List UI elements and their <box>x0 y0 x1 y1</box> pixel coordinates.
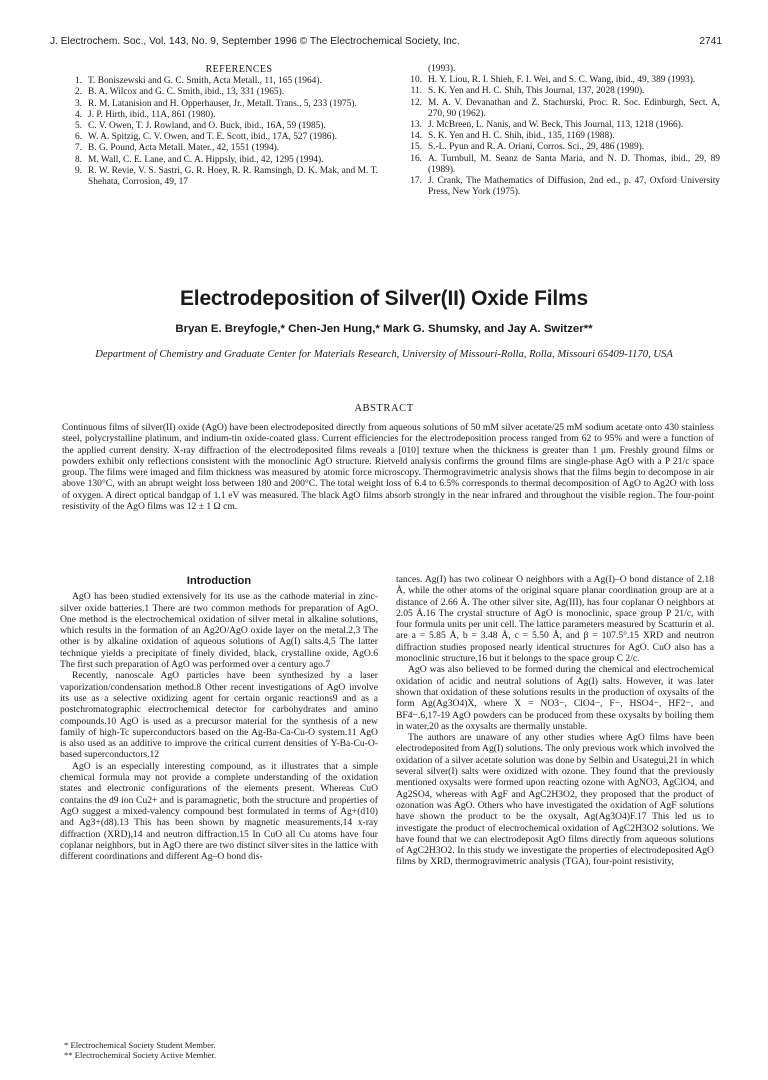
reference-item <box>400 98 720 120</box>
reference-text: H. Y. Liou, R. I. Shieh, F. I. Wei, and S. C. Wang, ibid., 49, 389 (1993). <box>428 75 696 86</box>
abstract-text: Continuous films of silver(II) oxide (AgO) have been electrodeposited directly from aqueous solutions of 50 mM silver acetate/25 mM sodium acetate onto 430 stainless steel, polycrystalline platinum, and indium-tin oxide-coated glass. Current efficiencies for the electrodeposition process ranged from 62 to 95% and were a function of the applied current density. X-ray diffraction of the electrodeposited films reveals a [010] texture when the thickness is greater than 1 μm. Freshly ground films or powders exhibit only reflections consistent with the monoclinic AgO structure. Rietveld analysis confirms the ground films are single-phase AgO with a P 21/c space group. The films were imaged and film thickness was measured by atomic force microscopy. Thermogravimetric analysis shows that the films begin to decompose in air above 130°C, with an abrupt weight loss between 180 and 200°C. The total weight loss of 6.4 to 6.5% corresponds to thermal decomposition of AgO to Ag2O with loss of oxygen. A direct optical bandgap of 1.1 eV was measured. The black AgO films absorb strongly in the near infrared and throughout the visible region. The four-point resistivity of the AgO films was 12 ± 1 Ω cm. <box>62 422 714 512</box>
reference-number: 10. <box>410 75 422 86</box>
reference-item <box>60 110 378 121</box>
body-paragraph: AgO has been studied extensively for its use as the cathode material in zinc-silver oxide batteries.1 There are two common methods for preparation of AgO. One method is the electrochemical oxidation of silver metal in alkaline solutions, which results in the formation of an Ag2O/AgO oxide layer on the metal.2,3 The other is by alkaline oxidation of aqueous solutions of Ag(I) salts.4,5 The latter technique yields a precipitate of finely divided, black, crystalline oxide, AgO.6 The first such preparation of AgO was performed over a century ago.7 <box>60 591 378 671</box>
footnotes <box>60 1040 360 1060</box>
reference-text: S. K. Yen and H. C. Shih, This Journal, 137, 2028 (1990). <box>428 86 645 97</box>
author-affiliation: Department of Chemistry and Graduate Center for Materials Research, University of Missouri-Rolla, Rolla, Missouri 65409-1170, USA <box>95 349 673 360</box>
reference-text: C. V. Owen, T. J. Rowland, and O. Buck, ibid., 16A, 59 (1985). <box>88 121 326 132</box>
reference-text: J. McBreen, L. Nanis, and W. Beck, This Journal, 113, 1218 (1966). <box>428 120 684 131</box>
footnote: ** Electrochemical Society Active Member. <box>64 1050 217 1060</box>
reference-number: 15. <box>410 142 422 153</box>
reference-item <box>60 155 378 166</box>
references-right-column <box>400 64 720 198</box>
footnote: * Electrochemical Society Student Member. <box>64 1040 216 1050</box>
body-right-column <box>396 574 714 868</box>
reference-number: 11. <box>410 86 422 97</box>
journal-citation: J. Electrochem. Soc., Vol. 143, No. 9, September 1996 © The Electrochemical Society, Inc. <box>50 36 460 47</box>
reference-item <box>400 176 720 198</box>
reference-item <box>60 87 378 98</box>
reference-text: B. A. Wilcox and G. C. Smith, ibid., 13, 331 (1965). <box>88 87 285 98</box>
reference-text: S. K. Yen and H. C. Shih, ibid., 135, 1169 (1988). <box>428 131 615 142</box>
reference-number: 5. <box>74 121 82 132</box>
reference-text: M. Wall, C. E. Lane, and C. A. Hippsly, ibid., 42, 1295 (1994). <box>88 154 324 165</box>
introduction-heading: Introduction <box>186 575 252 587</box>
running-head <box>50 36 722 50</box>
body-paragraph: AgO is an especially interesting compound, as it illustrates that a simple chemical formula may not provide a complete understanding of the oxidation states and electronic configurations of the elements present. Whereas CuO contains the d9 ion Cu2+ and is paramagnetic, both the structure and properties of AgO suggest a mixed-valency compound best formulated in terms of Ag+(d10) and Ag3+(d8).13 This has been shown by magnetic measurements,14 x-ray diffraction (XRD),14 and neutron diffraction.15 In CuO all Cu atoms have four coplanar neighbors, but in AgO there are two distinct silver sites in the lattice with different coordinations and different Ag–O bond dis- <box>60 760 378 863</box>
reference-item <box>400 86 720 97</box>
reference-text: R. W. Revie, V. S. Sastri, G. R. Hoey, R. R. Ramsingh, D. K. Mak, and M. T. Shehata, Corrosion, 49, 17 <box>88 165 378 188</box>
reference-number: 14. <box>410 131 422 142</box>
reference-text: R. M. Latanision and H. Opperhauser, Jr., Metall. Trans., 5, 233 (1975). <box>88 98 357 109</box>
reference-number: 3. <box>74 98 82 109</box>
reference-text: J. P. Hirth, ibid., 11A, 861 (1980). <box>88 109 216 120</box>
reference-text: T. Boniszewski and G. C. Smith, Acta Metall., 11, 165 (1964). <box>88 76 322 87</box>
reference-text: A. Turnbull, M. Seanz de Santa Maria, and N. D. Thomas, ibid., 29, 89 (1989). <box>428 153 720 175</box>
body-paragraph: The authors are unaware of any other studies where AgO films have been electrodeposited from Ag(I) solutions. The only previous work which involved the oxidation of a silver acetate solution was done by Selbin and Usategui,21 in which several silver(I) salts were oxidized with ozone. They found that the previously mentioned oxysalts were formed upon reacting ozone with AgNO3, AgClO4, and Ag2SO4, whereas with AgF and AgC2H3O2, they proposed that the product of ozonation was AgO. Others who have investigated the oxidation of AgF solutions have shown the product to be the oxysalt, Ag(Ag3O4)F.17 This led us to investigate the product of electrochemical oxidation of AgC2H3O2 solutions. We have found that we can electrodeposit AgO films directly from aqueous solutions of AgC2H3O2. In this study we investigate the properties of electrodeposited AgO films by XRD, thermogravimetric analysis (TGA), four-point resistivity, <box>396 732 714 868</box>
reference-number: 1. <box>74 76 82 87</box>
reference-number: 12. <box>410 97 422 108</box>
reference-item <box>60 121 378 132</box>
references-heading: REFERENCES <box>205 64 273 75</box>
reference-item <box>400 142 720 153</box>
reference-number: 16. <box>410 153 422 164</box>
reference-number: 6. <box>74 132 82 143</box>
reference-number: 17. <box>410 176 422 187</box>
reference-number: 4. <box>74 109 82 120</box>
reference-text: B. G. Pound, Acta Metall. Mater., 42, 1551 (1994). <box>88 143 280 154</box>
reference-item <box>60 132 378 143</box>
reference-text: (1993). <box>428 64 456 74</box>
reference-number: 13. <box>410 120 422 131</box>
body-paragraph: Recently, nanoscale AgO particles have been synthesized by a laser vaporization/condensation method.8 Other recent investigations of AgO involve its use as a selective oxidizing agent for certain organic reactions9 and as a postchromatographic electrochemical detector for carbohydrates and amino compounds.10 AgO is used as a precursor material for the synthesis of a new family of high-Tc superconductors based on the Ag-Ba-Ca-Cu-O system.11 AgO is also used as an additive to improve the critical current densities of Y-Ba-Cu-O-based superconductors.12 <box>60 670 378 761</box>
reference-number: 7. <box>74 143 82 154</box>
reference-item <box>400 75 720 86</box>
reference-number: 9. <box>74 165 82 176</box>
reference-text: S.-L. Pyun and R. A. Oriani, Corros. Sci., 29, 486 (1989). <box>428 142 645 153</box>
reference-item <box>400 64 720 75</box>
reference-item <box>400 131 720 142</box>
reference-number: 8. <box>74 154 82 165</box>
body-paragraph: tances. Ag(I) has two colinear O neighbors with a Ag(I)–O bond distance of 2.18 Å, while the other atoms of the original square planar coordination group are at a distance of 2.66 Å. The other silver site, Ag(III), has four coplanar O neighbors at 2.05 Å.16 The crystal structure of AgO is monoclinic, space group P 21/c, with four formula units per unit cell. The lattice parameters measured by Scatturin et al. are a = 5.85 Å, b = 3.48 Å, c = 5.50 Å, and β = 107.5°.15 XRD and neutron diffraction studies proposed nearly identical structures for AgO. CuO also has a monoclinic structure,16 but it belongs to the space group C 2/c. <box>396 574 714 665</box>
body-paragraph: AgO was also believed to be formed during the chemical and electrochemical oxidation of acidic and neutral solutions of Ag(I) salts. However, it was later shown that oxidation of these solutions results in the production of oxysalts of the form Ag(Ag3O4)X, where X = NO3−, ClO4−, F−, HSO4−, HF2−, and BF4−.6,17-19 AgO powders can be produced from these oxysalts by boiling them in water,20 as the oxysalts are thermally unstable. <box>396 664 714 732</box>
reference-item <box>400 154 720 176</box>
reference-number: 2. <box>74 87 82 98</box>
reference-text: M. A. V. Devanathan and Z. Stachurski, Proc. R. Soc. Edinburgh, Sect. A, 270, 90 (1962). <box>428 97 720 119</box>
reference-item <box>60 99 378 110</box>
body-left-column <box>60 574 378 862</box>
abstract-heading: ABSTRACT <box>354 403 414 414</box>
reference-item <box>60 143 378 154</box>
reference-item <box>60 76 378 87</box>
page-number: 2741 <box>699 36 722 47</box>
reference-text: W. A. Spitzig, C. V. Owen, and T. E. Scott, ibid., 17A, 527 (1986). <box>88 132 337 143</box>
reference-item <box>400 120 720 131</box>
article-title: Electrodeposition of Silver(II) Oxide Films <box>180 287 588 310</box>
references-left-column <box>60 64 378 188</box>
reference-item <box>60 166 378 188</box>
reference-text: J. Crank, The Mathematics of Diffusion, 2nd ed., p. 47, Oxford University Press, New York (1975). <box>428 176 720 198</box>
article-authors: Bryan E. Breyfogle,* Chen-Jen Hung,* Mark G. Shumsky, and Jay A. Switzer** <box>175 323 593 335</box>
